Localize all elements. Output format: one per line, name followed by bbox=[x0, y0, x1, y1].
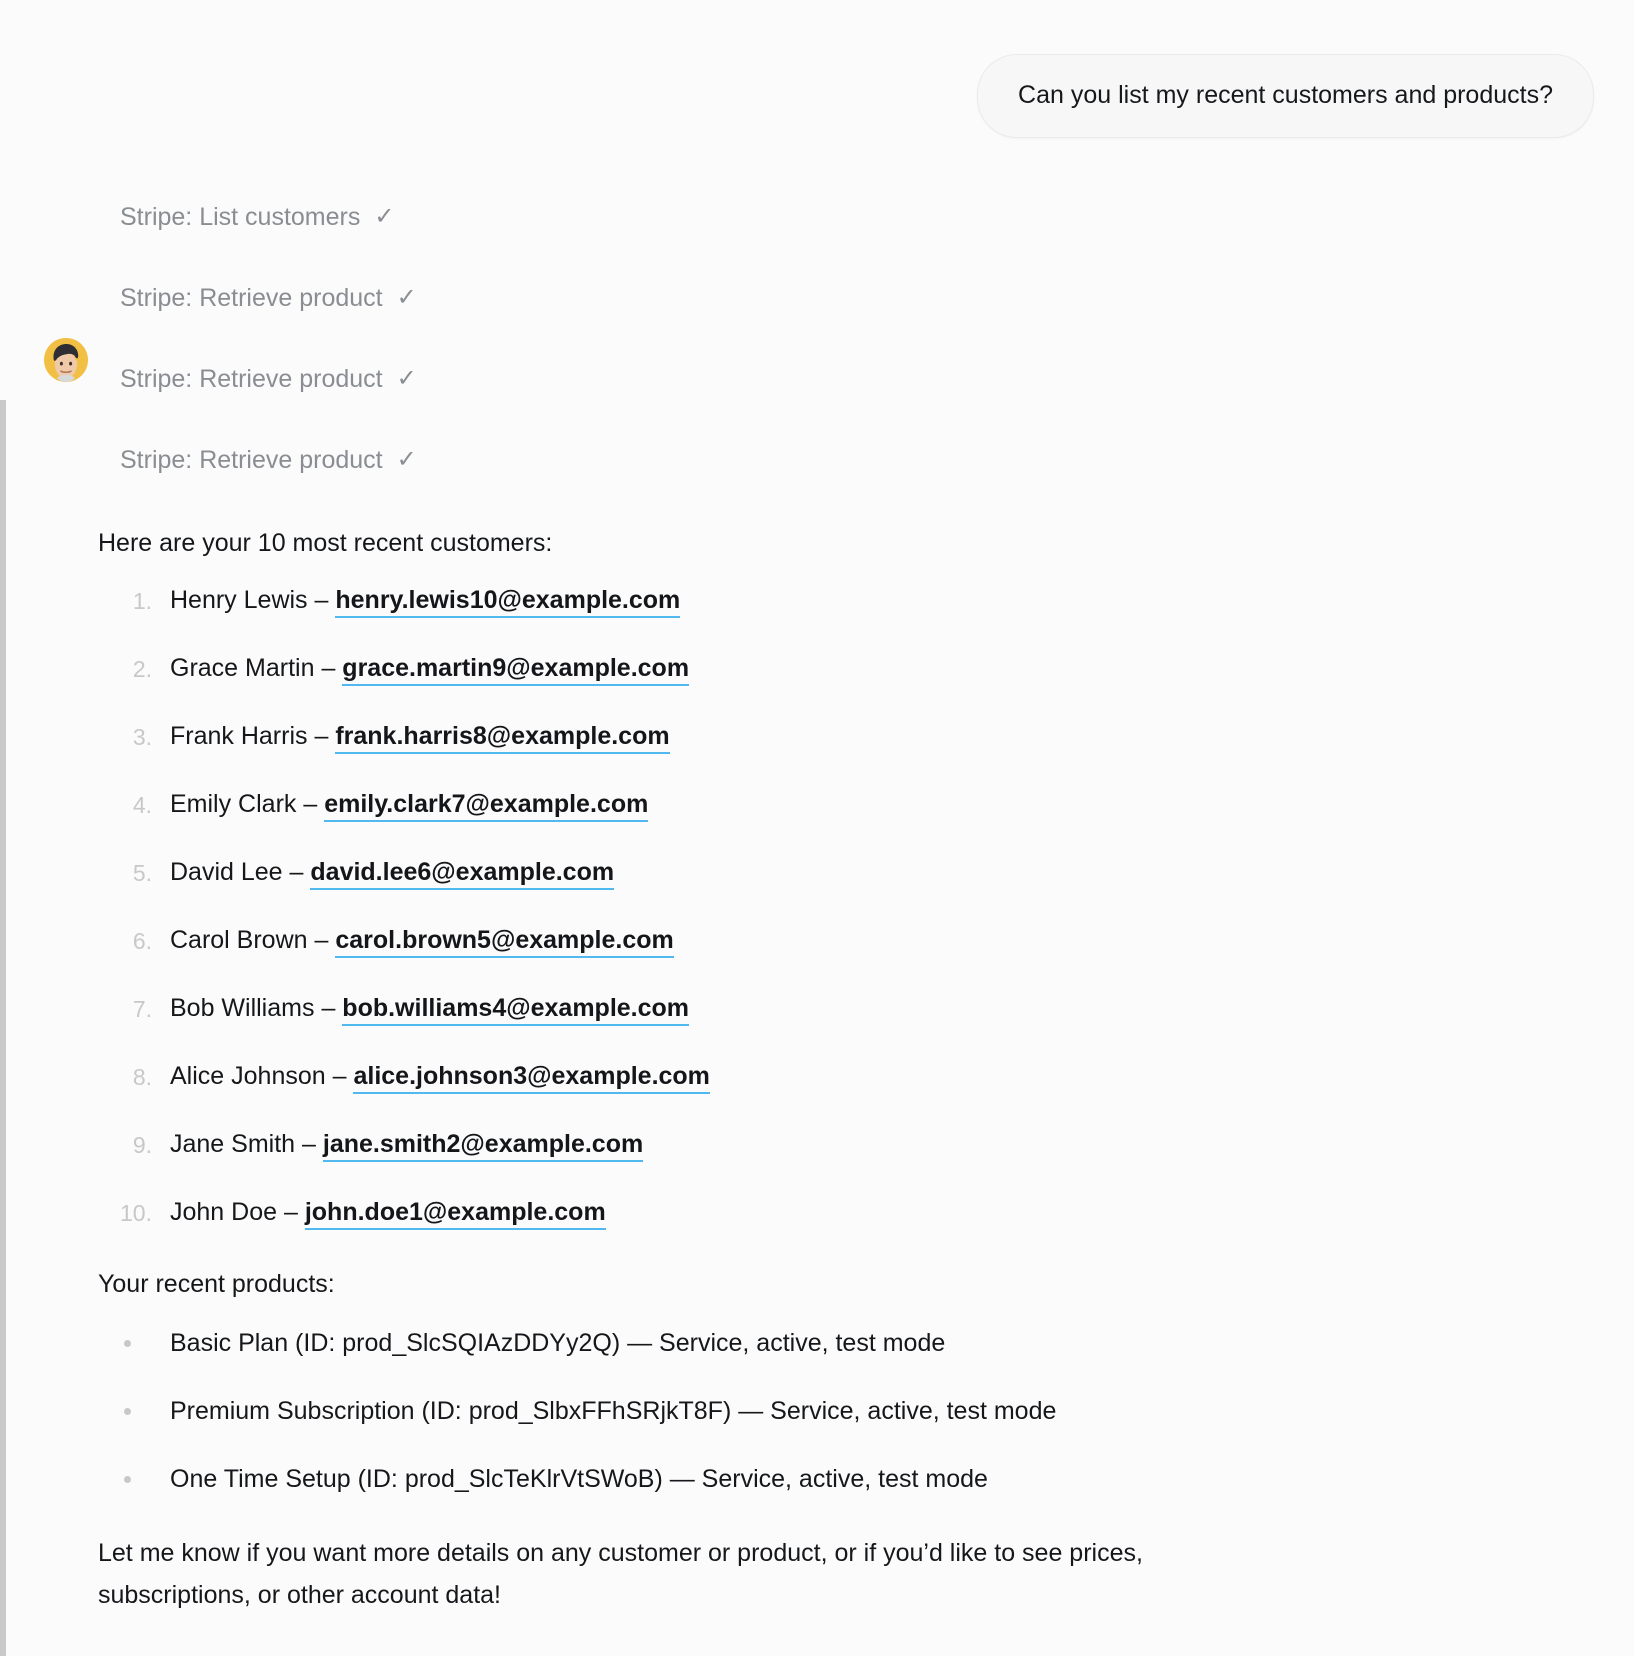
list-item bbox=[98, 721, 1594, 751]
check-icon: ✓ bbox=[396, 446, 417, 474]
list-item bbox=[98, 653, 1594, 683]
separator-dash: – bbox=[332, 1062, 347, 1090]
customer-email-link[interactable]: alice.johnson3@example.com bbox=[353, 1062, 709, 1094]
products-intro: Your recent products: bbox=[98, 1270, 335, 1298]
customer-name: Carol Brown bbox=[170, 926, 308, 954]
list-item bbox=[98, 1061, 1594, 1091]
separator-dash: – bbox=[321, 654, 336, 682]
closing-paragraph: Let me know if you want more details on any customer or product, or if you’d like to see prices, subscriptions, or other account data! bbox=[98, 1538, 1143, 1610]
separator-dash: – bbox=[289, 858, 304, 886]
customer-list bbox=[98, 585, 1594, 1227]
avatar bbox=[44, 338, 88, 382]
list-item: Premium Subscription (ID: prod_SlbxFFhSRjkT8F) — Service, active, test mode bbox=[98, 1396, 1594, 1426]
customer-name: Alice Johnson bbox=[170, 1062, 326, 1090]
tool-call-label: Stripe: Retrieve product bbox=[120, 283, 383, 312]
customer-name: John Doe bbox=[170, 1198, 278, 1226]
assistant-answer bbox=[98, 524, 1594, 1617]
list-item: Basic Plan (ID: prod_SlcSQIAzDDYy2Q) — Service, active, test mode bbox=[98, 1328, 1594, 1358]
customer-name: Grace Martin bbox=[170, 654, 315, 682]
tool-call-label: Stripe: Retrieve product bbox=[120, 364, 383, 393]
customer-name: Frank Harris bbox=[170, 722, 308, 750]
tool-call-label: Stripe: List customers bbox=[120, 202, 361, 231]
tool-call-row[interactable] bbox=[120, 281, 417, 315]
tool-call-label: Stripe: Retrieve product bbox=[120, 445, 383, 474]
customer-email-link[interactable]: jane.smith2@example.com bbox=[323, 1130, 643, 1162]
separator-dash: – bbox=[303, 790, 318, 818]
check-icon: ✓ bbox=[396, 365, 417, 393]
tool-call-row[interactable] bbox=[120, 200, 394, 234]
list-item bbox=[98, 585, 1594, 615]
customer-name: David Lee bbox=[170, 858, 283, 886]
customer-email-link[interactable]: david.lee6@example.com bbox=[310, 858, 614, 890]
list-item bbox=[98, 789, 1594, 819]
separator-dash: – bbox=[321, 994, 336, 1022]
customer-email-link[interactable]: carol.brown5@example.com bbox=[335, 926, 673, 958]
customer-email-link[interactable]: emily.clark7@example.com bbox=[324, 790, 648, 822]
product-list bbox=[98, 1328, 1594, 1494]
separator-dash: – bbox=[302, 1130, 316, 1158]
customer-name: Bob Williams bbox=[170, 994, 315, 1022]
customer-email-link[interactable]: bob.williams4@example.com bbox=[342, 994, 689, 1026]
list-item bbox=[98, 1197, 1594, 1227]
list-item bbox=[98, 1129, 1594, 1159]
tool-call-row[interactable] bbox=[120, 362, 417, 396]
customers-intro: Here are your 10 most recent customers: bbox=[98, 529, 553, 558]
separator-dash: – bbox=[314, 722, 329, 750]
user-message-row bbox=[0, 0, 1634, 138]
list-item bbox=[98, 857, 1594, 887]
check-icon: ✓ bbox=[396, 284, 417, 312]
customer-email-link[interactable]: john.doe1@example.com bbox=[305, 1198, 606, 1230]
customer-name: Emily Clark bbox=[170, 790, 297, 818]
tool-call-row[interactable] bbox=[120, 443, 417, 477]
customer-email-link[interactable]: grace.martin9@example.com bbox=[342, 654, 689, 686]
check-icon: ✓ bbox=[374, 203, 395, 231]
separator-dash: – bbox=[314, 586, 329, 614]
customer-email-link[interactable]: frank.harris8@example.com bbox=[335, 722, 669, 754]
list-item: One Time Setup (ID: prod_SlcTeKlrVtSWoB) — Service, active, test mode bbox=[98, 1464, 1594, 1494]
customer-name: Henry Lewis bbox=[170, 586, 308, 614]
customer-name: Jane Smith bbox=[170, 1130, 296, 1158]
separator-dash: – bbox=[283, 1198, 298, 1226]
customer-email-link[interactable]: henry.lewis10@example.com bbox=[335, 586, 680, 618]
tool-call-list bbox=[98, 200, 1594, 477]
list-item bbox=[98, 993, 1594, 1023]
list-item bbox=[98, 925, 1594, 955]
user-message-bubble: Can you list my recent customers and products? bbox=[977, 54, 1594, 138]
assistant-message-row bbox=[0, 138, 1634, 1617]
separator-dash: – bbox=[314, 926, 329, 954]
